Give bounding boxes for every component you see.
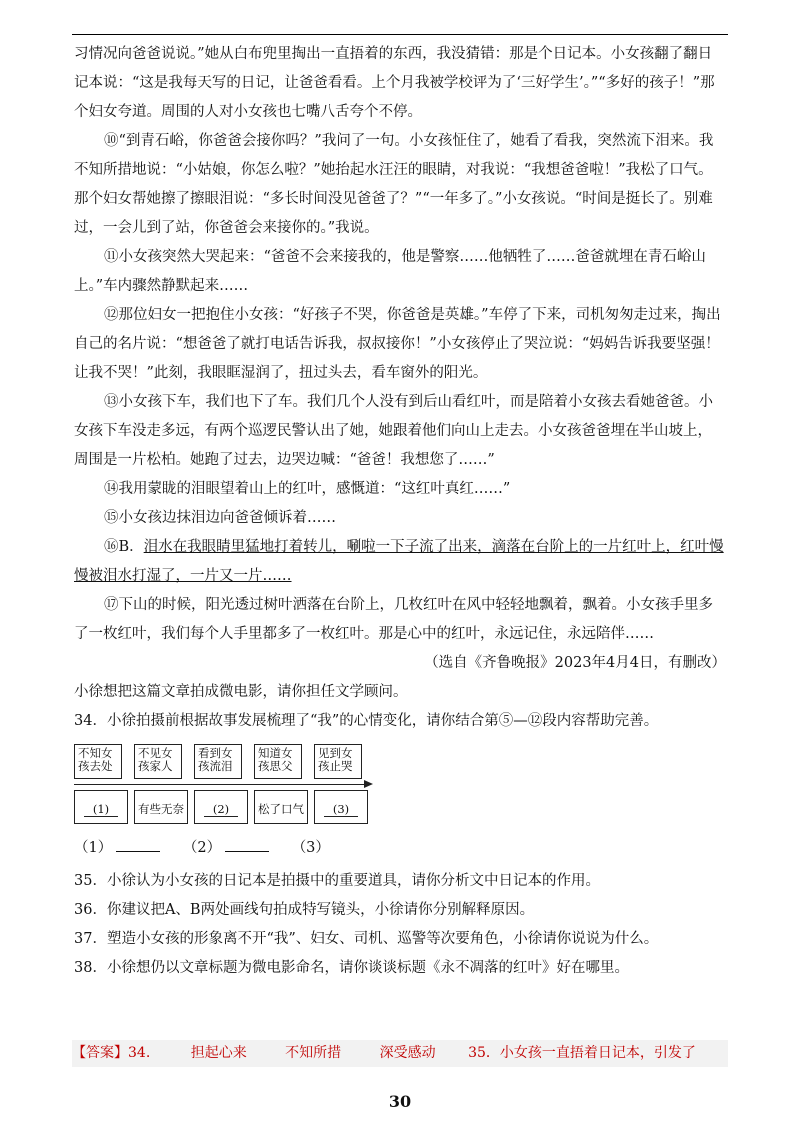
underlined-sentence-b: 泪水在我眼睛里猛地打着转儿，唰啦一下子流了出来，滴落在台阶上的一片红叶上，红叶慢慢被泪水打湿了，一片又一片…… xyxy=(74,539,724,584)
diagram-mood-box: 有些无奈 xyxy=(134,790,188,824)
diagram-event-box: 不知女孩去处 xyxy=(74,744,122,779)
answer-1: 担起心来 xyxy=(190,1045,247,1061)
question-38: 38．小徐想仍以文章标题为微电影命名，请你谈谈标题《永不凋落的红叶》好在哪里。 xyxy=(74,960,629,976)
header-rule xyxy=(72,34,728,35)
answer-tag: 【答案】34. xyxy=(72,1045,151,1061)
article-body xyxy=(74,40,726,983)
diagram-event-box: 看到女孩流泪 xyxy=(194,744,242,779)
paragraph-11: ⑪小女孩突然大哭起来：“爸爸不会来接我的，他是警察……他牺牲了……爸爸就埋在青石峪山上。”车内骤然静默起来…… xyxy=(74,249,706,294)
paragraph-12: ⑫那位妇女一把抱住小女孩：“好孩子不哭，你爸爸是英雄。”车停了下来，司机匆匆走过来，掏出自己的名片说：“想爸爸了就打电话告诉我，叔叔接你！”小女孩停止了哭泣说：“妈妈告诉我要坚强！让我不哭！”此刻，我眼眶湿润了，扭过头去，看车窗外的阳光。 xyxy=(74,307,721,381)
paragraph-10: ⑩“到青石峪，你爸爸会接你吗？”我问了一句。小女孩怔住了，她看了看我，突然流下泪来。我不知所措地说：“小姑娘，你怎么啦？”她抬起水汪汪的眼睛，对我说：“我想爸爸啦！”我松了口气。那个妇女帮她擦了擦眼泪说：“多长时间没见爸爸了？”“一年多了。”小女孩说。“时间是挺长了。别难过，一会儿到了站，你爸爸会来接你的。”我说。 xyxy=(74,133,714,236)
question-37: 37．塑造小女孩的形象离不开“我”、妇女、司机、巡警等次要角色，小徐请你说说为什么。 xyxy=(74,931,659,947)
fill-blank-2 xyxy=(225,837,269,852)
fill-label-3: （3） xyxy=(291,840,330,856)
blank-label: (1) xyxy=(84,802,118,817)
paragraph-14: ⑭我用蒙眬的泪眼望着山上的红叶，感慨道：“这红叶真红……” xyxy=(104,481,511,497)
diagram-event-box: 不见女孩家人 xyxy=(134,744,182,779)
paragraph-16-marker: ⑯B． xyxy=(104,539,144,555)
question-35: 35．小徐认为小女孩的日记本是拍摄中的重要道具，请你分析文中日记本的作用。 xyxy=(74,873,600,889)
fill-in-row xyxy=(74,834,726,863)
blank-label: (2) xyxy=(204,802,238,817)
paragraph-15: ⑮小女孩边抹泪边向爸爸倾诉着…… xyxy=(104,510,336,526)
paragraph-17: ⑰下山的时候，阳光透过树叶洒落在台阶上，几枚红叶在风中轻轻地飘着，飘着。小女孩手里多了一枚红叶，我们每个人手里都多了一枚红叶。那是心中的红叶，永远记住，永远陪伴…… xyxy=(74,597,713,642)
answer-bar xyxy=(72,1040,728,1067)
fill-label-2: （2） xyxy=(182,840,222,856)
answer-2: 不知所措 xyxy=(285,1045,342,1061)
fill-label-1: （1） xyxy=(74,840,113,856)
answer-35: 35．小女孩一直捂着日记本，引发了 xyxy=(468,1045,696,1061)
fill-blank-1 xyxy=(116,837,160,852)
question-34: 34．小徐拍摄前根据故事发展梳理了“我”的心情变化，请你结合第⑤—⑫段内容帮助完善。 xyxy=(74,713,659,729)
diagram-mood-box: 松了口气 xyxy=(254,790,308,824)
question-36: 36．你建议把A、B两处画线句拍成特写镜头，小徐请你分别解释原因。 xyxy=(74,902,535,918)
mood-diagram xyxy=(74,744,374,824)
page-number: 30 xyxy=(388,1092,412,1111)
answer-3: 深受感动 xyxy=(379,1045,436,1061)
timeline-arrow-line xyxy=(74,784,366,785)
paragraph: 习情况向爸爸说说。”她从白布兜里掏出一直捂着的东西，我没猜错：那是个日记本。小女孩翻了翻日记本说：“这是我每天写的日记，让爸爸看看。上个月我被学校评为了‘三好学生’。”“多好的孩子！”那个妇女夸道。周围的人对小女孩也七嘴八舌夸个不停。 xyxy=(74,46,715,120)
blank-label: (3) xyxy=(324,802,358,817)
diagram-blank-box xyxy=(74,790,128,824)
intro-text: 小徐想把这篇文章拍成微电影，请你担任文学顾问。 xyxy=(74,684,408,700)
timeline-arrow-head-icon xyxy=(364,780,373,788)
paragraph-13: ⑬小女孩下车，我们也下了车。我们几个人没有到后山看红叶，而是陪着小女孩去看她爸爸。小女孩下车没走多远，有两个巡逻民警认出了她，她跟着他们向山上走去。小女孩爸爸埋在半山坡上，周围是一片松柏。她跑了过去，边哭边喊：“爸爸！我想您了……” xyxy=(74,394,713,468)
diagram-blank-box xyxy=(314,790,368,824)
diagram-blank-box xyxy=(194,790,248,824)
paragraph-16 xyxy=(74,533,726,591)
source-citation: （选自《齐鲁晚报》2023年4月4日，有删改） xyxy=(424,655,726,671)
diagram-event-box: 知道女孩思父 xyxy=(254,744,302,779)
diagram-event-box: 见到女孩止哭 xyxy=(314,744,362,779)
